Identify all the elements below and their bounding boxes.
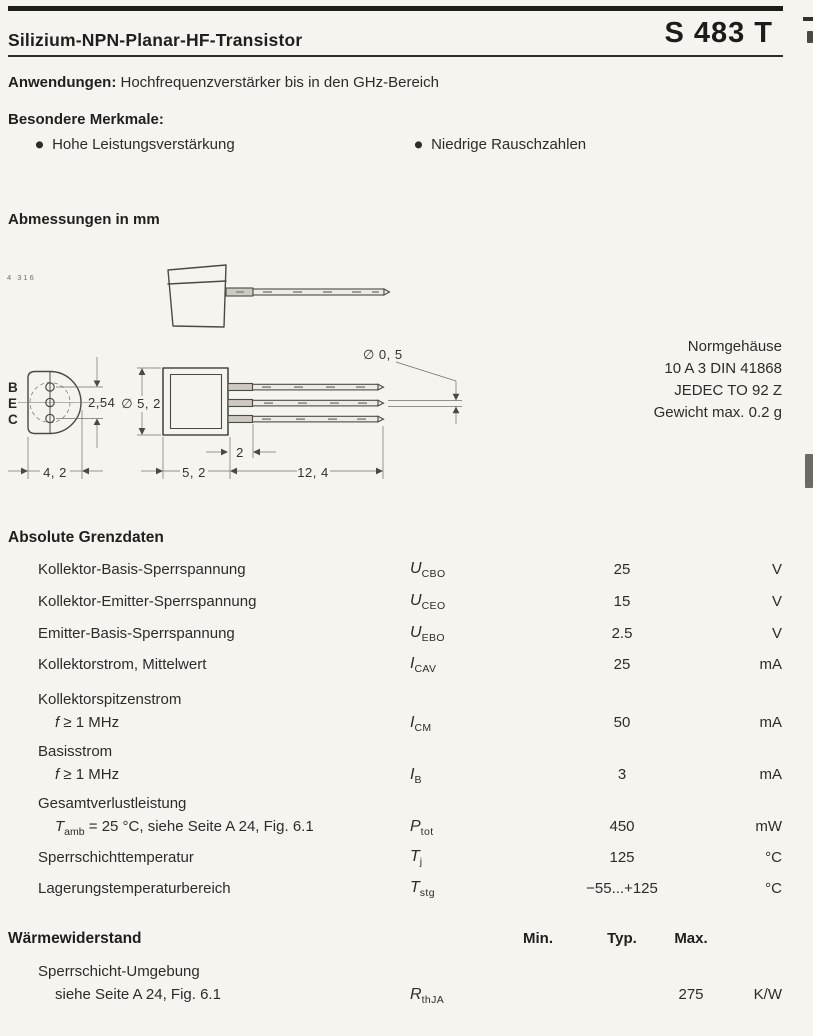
- thermal-heading: Wärmewiderstand: [8, 930, 142, 947]
- applications-text: Hochfrequenzverstärker bis in den GHz-Bereich: [116, 74, 439, 91]
- case-info-block: [480, 336, 782, 424]
- param-max-value: 275: [678, 985, 704, 1003]
- param-symbol: $U_{CEO}$: [410, 592, 446, 612]
- param-value: 25: [613, 561, 631, 578]
- scan-edge-artifact: [805, 454, 813, 488]
- thermal-header-row: [0, 930, 813, 954]
- col-header-max: Max.: [674, 930, 708, 947]
- pin-label-emitter: E: [8, 396, 18, 411]
- param-unit: °C: [765, 880, 782, 897]
- param-value: 25: [613, 656, 631, 673]
- param-unit: V: [771, 593, 782, 610]
- param-name: Gesamtverlustleistung: [38, 795, 187, 812]
- features-heading: Besondere Merkmale:: [8, 111, 164, 128]
- param-value: 50: [613, 713, 631, 731]
- dim-pin-pitch: 2,54: [88, 395, 116, 410]
- scan-edge-artifact: [803, 17, 813, 21]
- applications-line: [8, 74, 439, 91]
- param-symbol: $R_{thJA}$: [410, 985, 445, 1006]
- param-value: −55...+125: [586, 880, 658, 897]
- param-condition: f ≥ 1 MHz: [55, 765, 120, 783]
- col-header-typ: Typ.: [607, 930, 637, 947]
- param-condition: siehe Seite A 24, Fig. 6.1: [55, 985, 221, 1003]
- param-condition: $T_{amb} = 25$ °C, siehe Seite A 24, Fig. 6.1: [55, 817, 314, 838]
- case-info-line: JEDEC TO 92 Z: [674, 382, 782, 399]
- thermal-row: [0, 963, 813, 1006]
- param-name: Sperrschichttemperatur: [38, 849, 194, 866]
- dim-body-dia: ∅ 5, 2: [121, 396, 161, 411]
- bullet-icon: ●: [413, 135, 424, 154]
- param-unit: °C: [765, 849, 782, 866]
- top-rule-bar: [8, 6, 783, 11]
- param-name: Sperrschicht-Umgebung: [38, 963, 200, 980]
- feature-item: [414, 136, 586, 153]
- applications-label: Anwendungen:: [8, 74, 117, 91]
- dim-seat-length: 2: [236, 445, 244, 460]
- param-unit: V: [771, 625, 782, 642]
- limit-row: [0, 593, 813, 617]
- param-name: Kollektor-Emitter-Sperrspannung: [38, 593, 257, 610]
- param-unit: mA: [759, 713, 782, 731]
- limit-row: [0, 625, 813, 649]
- lead-top: [228, 384, 384, 391]
- limit-row: [0, 561, 813, 585]
- dim-body-width: 5, 2: [182, 465, 206, 480]
- param-symbol: $U_{CBO}$: [410, 560, 446, 580]
- page-title: Silizium-NPN-Planar-HF-Transistor: [8, 30, 303, 50]
- param-symbol: $I_{CM}$: [410, 713, 432, 734]
- case-info-line: Gewicht max. 0.2 g: [653, 404, 782, 421]
- title-divider: [8, 55, 783, 57]
- param-value: 15: [613, 593, 631, 610]
- limit-row: [0, 656, 813, 680]
- limit-row: [0, 743, 813, 786]
- case-info-line: 10 A 3 DIN 41868: [664, 360, 782, 377]
- param-unit: V: [771, 561, 782, 578]
- param-unit: mA: [759, 765, 782, 783]
- pin-label-collector: C: [8, 412, 18, 427]
- limit-row: [0, 849, 813, 873]
- param-name: Kollektor-Basis-Sperrspannung: [38, 561, 246, 578]
- feature-item: [35, 136, 235, 153]
- param-symbol: $P_{tot}$: [410, 817, 434, 838]
- param-name: Basisstrom: [38, 743, 113, 760]
- param-symbol: $I_{CAV}$: [410, 655, 437, 675]
- part-number: S 483 T: [664, 17, 773, 49]
- package-dimension-drawing: [0, 255, 520, 490]
- lead-bottom: [228, 416, 384, 423]
- dim-flat-width: 4, 2: [43, 465, 67, 480]
- param-value: 3: [617, 765, 627, 783]
- limit-row: [0, 880, 813, 904]
- param-value: 450: [609, 817, 635, 835]
- param-symbol: $T_{stg}$: [410, 879, 435, 899]
- col-header-min: Min.: [523, 930, 553, 947]
- dim-lead-dia: ∅ 0, 5: [363, 347, 403, 362]
- front-view-drawing: [121, 347, 462, 480]
- param-symbol: $T_j$: [410, 848, 423, 868]
- param-value: 125: [609, 849, 635, 866]
- lead-middle: [228, 400, 384, 407]
- limits-heading: Absolute Grenzdaten: [8, 529, 164, 546]
- case-info-line: Normgehäuse: [687, 338, 782, 355]
- param-unit: mA: [759, 656, 782, 673]
- pin-view-drawing: [8, 357, 115, 480]
- pin-label-base: B: [8, 380, 18, 395]
- param-unit: K/W: [753, 985, 782, 1003]
- side-view-drawing: [168, 265, 390, 327]
- param-name: Kollektorstrom, Mittelwert: [38, 656, 207, 673]
- feature-label: Niedrige Rauschzahlen: [431, 136, 587, 153]
- dim-lead-length: 12, 4: [297, 465, 329, 480]
- limit-row: [0, 691, 813, 734]
- param-condition: f ≥ 1 MHz: [55, 713, 120, 731]
- bullet-icon: ●: [34, 135, 45, 154]
- param-unit: mW: [755, 817, 782, 835]
- param-value: 2.5: [611, 625, 633, 642]
- figure-code: 4 316: [7, 273, 36, 282]
- scan-edge-artifact: [807, 31, 813, 43]
- param-name: Lagerungstemperaturbereich: [38, 880, 231, 897]
- feature-label: Hohe Leistungsverstärkung: [52, 136, 235, 153]
- limit-row: [0, 795, 813, 838]
- param-symbol: $U_{EBO}$: [410, 624, 445, 644]
- param-name: Emitter-Basis-Sperrspannung: [38, 625, 235, 642]
- param-symbol: $I_B$: [410, 765, 422, 786]
- param-name: Kollektorspitzenstrom: [38, 691, 182, 708]
- dimensions-heading: Abmessungen in mm: [8, 211, 160, 228]
